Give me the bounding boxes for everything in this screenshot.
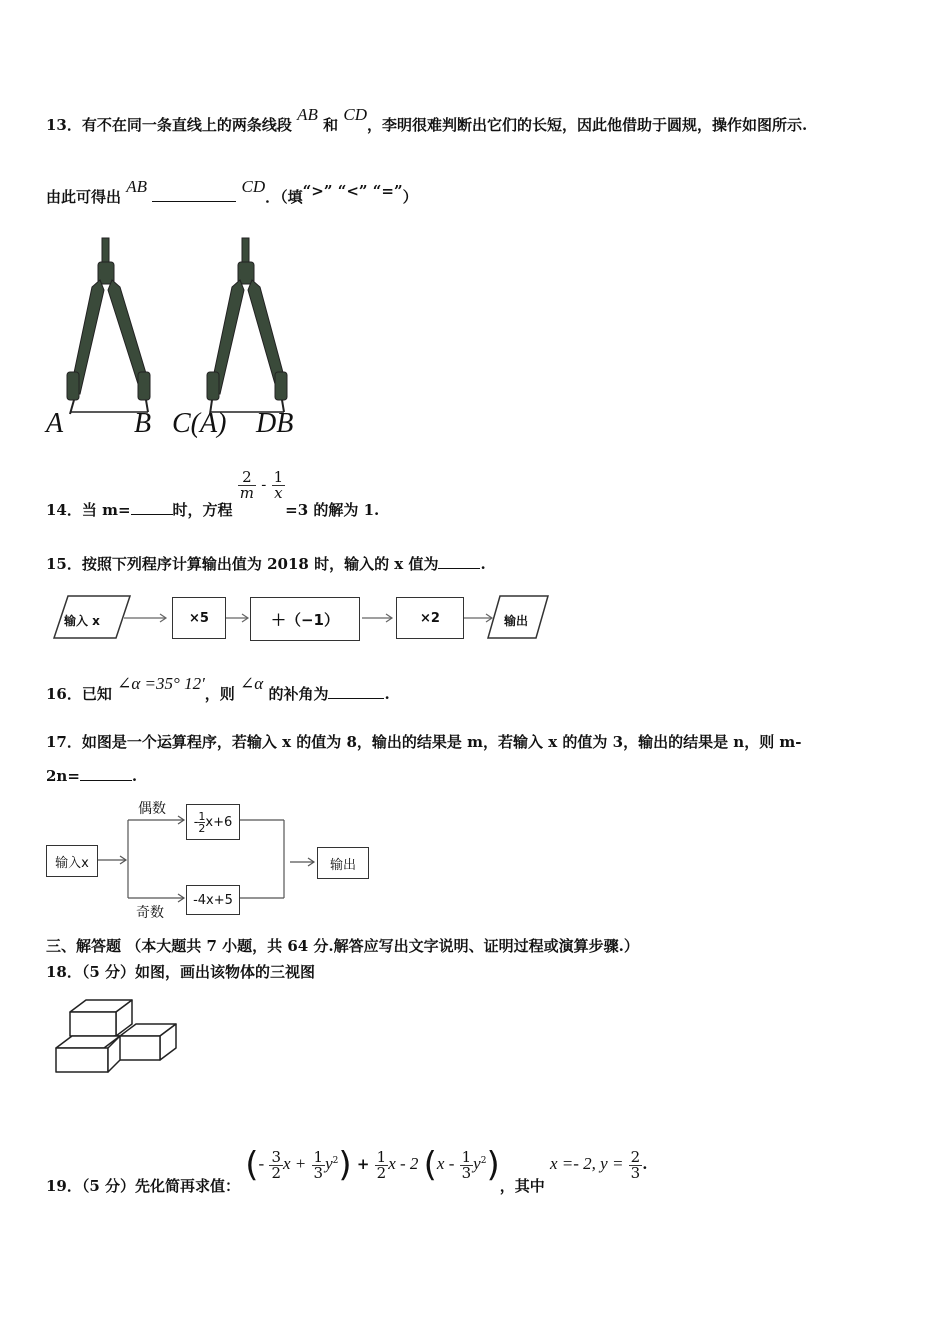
- cube-bottom-front: [56, 1048, 108, 1072]
- q19-f5n: 2: [630, 1147, 641, 1166]
- q14-frac1-num: 2: [242, 468, 252, 486]
- q13-seg-cd: CD: [343, 105, 368, 124]
- q19-number: 19．: [46, 1177, 82, 1195]
- q15-output-label: 输出: [504, 614, 529, 628]
- q13-number: 13．: [46, 116, 82, 134]
- q19-expr-c2: y: [473, 1154, 481, 1173]
- q15-step-times5: ×5: [172, 597, 226, 639]
- q19-f2d: 3: [313, 1163, 324, 1182]
- q17-end: .: [131, 767, 138, 785]
- q17-answer-blank[interactable]: [80, 780, 132, 781]
- q19-f1n: 3: [271, 1147, 281, 1166]
- q16-text-b: ，则: [204, 685, 235, 703]
- q14-text-a: 当 m=: [81, 500, 131, 519]
- q17-odd-op-box: -4x+5: [186, 885, 240, 915]
- q18-number: 18．: [46, 963, 82, 981]
- q19-expr-c1: x -: [436, 1154, 455, 1173]
- q19-minus: -: [258, 1154, 265, 1173]
- q19-f3n: 1: [376, 1147, 387, 1166]
- fig-label-db: DB: [256, 408, 294, 439]
- q13-line2: [46, 177, 418, 207]
- q19-paren-close-1: ): [338, 1145, 352, 1185]
- cube-right-front: [114, 1036, 160, 1060]
- compass-left-leg-b: [108, 280, 148, 384]
- q13-answer-blank[interactable]: [152, 201, 236, 202]
- q13-opt-eq: “=”: [372, 182, 403, 200]
- q14-frac1-den: m: [239, 484, 255, 502]
- q15-number: 15．: [46, 555, 82, 573]
- q14-frac-1-x: [272, 470, 286, 501]
- q13-opt-lt: “<”: [337, 182, 368, 200]
- q14-text-c: =3 的解为 1.: [285, 500, 380, 519]
- q19-cond: x =- 2, y =: [549, 1154, 624, 1173]
- q13-and: 和: [323, 116, 339, 134]
- q13-seg-ab-2: AB: [126, 177, 148, 196]
- q19-expr-a3: y: [325, 1154, 333, 1173]
- q17-line2-text: 2n=: [46, 767, 80, 785]
- q19-line: 19．（5 分）先化简再求值： (- $\frac{3}{2}$ x + $\frac{1}{3}$ $y^2$) + $\frac{1}{2}$ x - 2 (x - $\frac{1}{3}$ $y^2$)，其中 x =- 2, y = $\frac{2}{3}$ .: [46, 1145, 648, 1195]
- q14-frac2-den: x: [274, 484, 283, 502]
- q15-end: .: [480, 555, 486, 573]
- q19-expr-a2: x +: [283, 1154, 307, 1173]
- q17-line1: [46, 731, 802, 752]
- q17-even-op: x+6: [205, 814, 233, 830]
- q13-line2-a: 由此可得出: [46, 188, 122, 206]
- q18-text: （5 分）如图，画出该物体的三视图: [81, 963, 316, 981]
- q19-frac-2-3: [629, 1147, 643, 1182]
- q16-end: .: [384, 685, 390, 703]
- fig-label-b: B: [134, 408, 152, 439]
- q19-plus: +: [356, 1155, 370, 1173]
- q17-even-label: 偶数: [138, 801, 166, 817]
- q19-f1d: 2: [271, 1163, 281, 1182]
- compass-left: [67, 238, 150, 414]
- q15-step-minus1: ＋（−1）: [250, 597, 360, 641]
- q14-number: 14．: [46, 500, 82, 519]
- q14-minus: -: [261, 475, 267, 494]
- q13-text-a: 有不在同一条直线上的两条线段: [81, 116, 292, 134]
- q18-line: [46, 961, 315, 982]
- q15-answer-blank[interactable]: [438, 568, 480, 569]
- q19-f4n: 1: [461, 1147, 472, 1166]
- q16-number: 16．: [46, 685, 82, 703]
- q13-seg-cd-2: CD: [241, 177, 266, 196]
- q19-text: （5 分）先化简再求值：: [81, 1177, 241, 1195]
- q19-frac-1-3b: [460, 1147, 474, 1182]
- q13-line2-c: ）: [402, 188, 418, 206]
- q19-paren-close-2: ): [486, 1145, 500, 1185]
- q14-text-b: 时，方程: [172, 500, 233, 519]
- q15-input-label: 输入 x: [64, 614, 100, 628]
- q17-even-frac: [198, 811, 205, 834]
- q14-frac2-num: 1: [273, 468, 284, 486]
- compass-right: [207, 238, 287, 414]
- q19-expr-b1: x - 2: [388, 1154, 419, 1173]
- fig-label-a: A: [46, 408, 64, 439]
- q13-line2-b: ．（填: [265, 188, 303, 206]
- q14-answer-blank[interactable]: [131, 514, 173, 515]
- q19-f5d: 3: [630, 1163, 641, 1182]
- compass-left-handle: [102, 238, 109, 264]
- q19-f2n: 1: [313, 1147, 324, 1166]
- q17-even-frac-num: 1: [198, 809, 206, 823]
- q17-line2: [46, 767, 137, 785]
- q17-even-frac-den: 2: [198, 821, 206, 835]
- q19-f4d: 3: [461, 1163, 472, 1182]
- q15-line: [46, 553, 486, 574]
- q16-answer-blank[interactable]: [328, 698, 384, 699]
- q17-line1-text: 如图是一个运算程序，若输入 x 的值为 8，输出的结果是 m，若输入 x 的值为 3，输出的结果是 n，则 m-: [81, 733, 802, 751]
- q19-frac-1-2: [375, 1147, 389, 1182]
- q17-input-box: 输入x: [46, 845, 98, 877]
- q19-f3d: 2: [376, 1163, 387, 1182]
- q13-line1: [46, 105, 808, 135]
- q17-number: 17．: [46, 733, 82, 751]
- q14-line: [46, 468, 380, 519]
- q13-seg-ab: AB: [297, 105, 318, 124]
- q16-angle2: ∠α: [240, 674, 264, 693]
- q17-even-op-box: [186, 804, 240, 840]
- q13-text-b: ，李明很难判断出它们的长短，因此他借助于圆规，操作如图所示.: [367, 116, 808, 134]
- q15-step-times2: ×2: [396, 597, 464, 639]
- q17-even-minus: -: [193, 814, 199, 830]
- q19-end: .: [642, 1155, 648, 1173]
- q19-where: ，其中: [499, 1177, 545, 1195]
- fig-label-ca: C(A): [172, 408, 227, 439]
- q18-cube-figure: [50, 996, 180, 1076]
- q19-frac-3-2: [269, 1147, 283, 1182]
- section3-title: 三、解答题 （本大题共 7 小题，共 64 分.解答应写出文字说明、证明过程或演算步骤.）: [46, 937, 639, 955]
- q15-text: 按照下列程序计算输出值为 2018 时，输入的 x 值为: [81, 555, 439, 573]
- q17-output-box: 输出: [317, 847, 369, 879]
- q16-line: [46, 674, 390, 704]
- q19-frac-1-3: [312, 1147, 326, 1182]
- q16-angle: ∠α =35° 12′: [117, 674, 205, 693]
- cube-top-front: [70, 1012, 116, 1036]
- q14-frac-2-m: [238, 470, 256, 501]
- q19-paren-open-1: (: [245, 1145, 259, 1185]
- q16-text-a: 已知: [81, 685, 112, 703]
- q17-odd-label: 奇数: [136, 905, 164, 921]
- q16-text-c: 的补角为: [268, 685, 329, 703]
- q13-opt-gt: “>”: [302, 182, 333, 200]
- q19-paren-open-2: (: [423, 1145, 437, 1185]
